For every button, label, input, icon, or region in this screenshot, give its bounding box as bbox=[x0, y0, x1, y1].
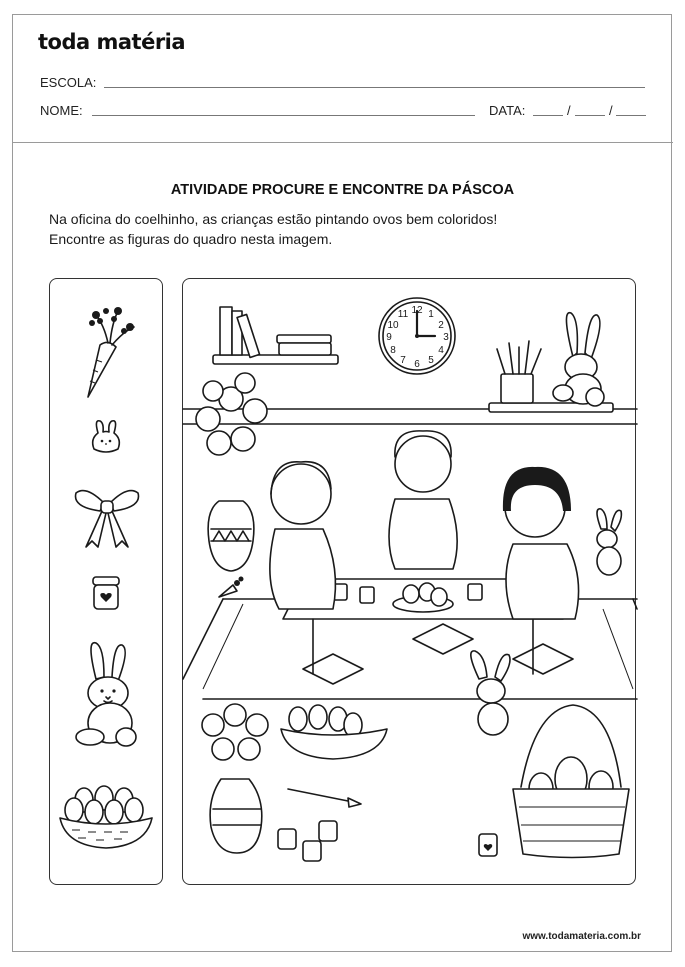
svg-text:11: 11 bbox=[397, 309, 409, 320]
date-separator: / bbox=[567, 103, 571, 118]
stuffed-bunny-icon bbox=[76, 639, 140, 747]
svg-text:1: 1 bbox=[428, 309, 434, 320]
svg-text:2: 2 bbox=[438, 320, 444, 331]
date-day-field[interactable] bbox=[533, 115, 563, 116]
name-label: NOME: bbox=[40, 103, 83, 118]
find-items-panel bbox=[49, 278, 163, 885]
date-month-field[interactable] bbox=[575, 115, 605, 116]
header-divider bbox=[12, 142, 673, 143]
paint-jar-heart-icon bbox=[90, 575, 122, 611]
svg-text:12: 12 bbox=[411, 305, 423, 316]
date-year-field[interactable] bbox=[616, 115, 646, 116]
school-field[interactable] bbox=[104, 87, 645, 88]
svg-text:4: 4 bbox=[438, 345, 444, 356]
svg-text:6: 6 bbox=[414, 359, 420, 370]
svg-text:8: 8 bbox=[390, 345, 396, 356]
hidden-objects-scene bbox=[182, 278, 636, 885]
svg-text:3: 3 bbox=[443, 332, 449, 343]
bow-icon bbox=[72, 485, 142, 551]
svg-text:7: 7 bbox=[400, 355, 406, 366]
egg-basket-icon bbox=[58, 784, 154, 850]
date-label: DATA: bbox=[489, 103, 526, 118]
bunny-face-icon bbox=[88, 419, 124, 455]
svg-text:10: 10 bbox=[387, 320, 399, 331]
clock-numbers bbox=[183, 279, 637, 886]
instruction-line-1: Na oficina do coelhinho, as crianças estão pintando ovos bem coloridos! bbox=[49, 211, 498, 227]
name-field[interactable] bbox=[92, 115, 475, 116]
school-label: ESCOLA: bbox=[40, 75, 97, 90]
carrot-icon bbox=[78, 305, 138, 401]
activity-title: ATIVIDADE PROCURE E ENCONTRE DA PÁSCOA bbox=[170, 182, 515, 198]
footer-url[interactable]: www.todamateria.com.br bbox=[522, 931, 641, 942]
brand-logo: toda matéria bbox=[38, 30, 186, 54]
svg-text:5: 5 bbox=[428, 355, 434, 366]
instruction-line-2: Encontre as figuras do quadro nesta imagem. bbox=[49, 231, 333, 247]
svg-text:9: 9 bbox=[386, 332, 392, 343]
date-separator: / bbox=[609, 103, 613, 118]
